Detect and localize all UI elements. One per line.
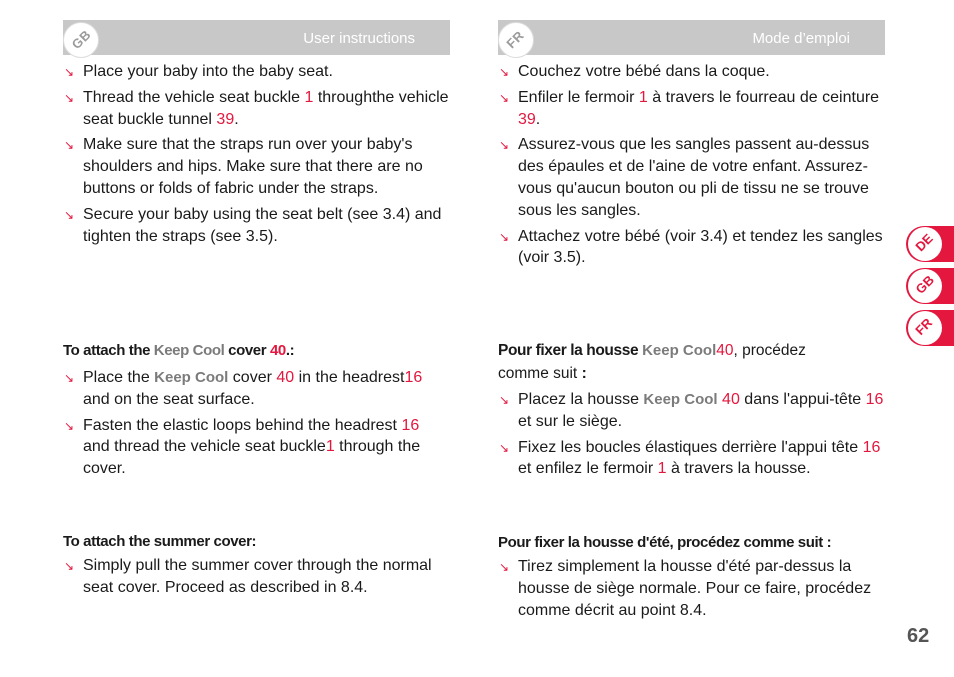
list-item	[498, 389, 885, 433]
product-name: Keep Cool	[153, 342, 225, 359]
part-number: 16	[865, 391, 884, 408]
arrow-down-right-icon: ↘	[64, 138, 75, 153]
language-tab-de[interactable]: DE	[906, 226, 954, 262]
part-number: 1	[657, 460, 667, 478]
part-number: 16	[862, 438, 881, 456]
list-item	[63, 61, 450, 83]
text-run: .:	[285, 342, 295, 359]
list-item	[63, 415, 450, 480]
steps-list-3	[63, 555, 450, 603]
arrow-down-right-icon: ↘	[64, 559, 75, 573]
list-item	[498, 556, 885, 621]
section-title: Mode d’emploi	[752, 30, 850, 47]
list-item	[63, 555, 450, 599]
list-item	[498, 61, 885, 83]
column-english	[63, 20, 450, 596]
list-item	[498, 226, 885, 270]
arrow-down-right-icon: ↘	[64, 90, 75, 105]
list-item	[63, 367, 450, 411]
section-header-fr	[498, 20, 885, 55]
text-run: à travers le fourreau de ceinture	[647, 88, 880, 106]
part-number: 1	[304, 88, 314, 106]
arrow-down-right-icon: ↘	[499, 65, 510, 79]
text-run: Secure your baby using the seat belt (see 3.4) and tighten the straps (see 3.5).	[83, 205, 442, 245]
steps-list-3	[498, 556, 885, 625]
heading-keep-cool	[63, 339, 294, 362]
arrow-down-right-icon: ↘	[64, 65, 75, 79]
text-run: .	[535, 110, 541, 128]
column-french	[498, 20, 885, 619]
arrow-down-right-icon: ↘	[64, 371, 75, 385]
text-run: through the cover.	[83, 438, 421, 478]
list-item	[63, 134, 450, 199]
text-run: Pour fixer la housse d'été, procédez comme suit :	[498, 534, 832, 551]
heading-summer-cover	[498, 531, 831, 554]
text-run: Pour fixer la housse	[498, 342, 643, 359]
text-run: :	[581, 365, 587, 382]
list-item	[63, 87, 450, 131]
text-run: et enfilez le fermoir	[518, 460, 658, 478]
steps-list-1	[498, 61, 885, 273]
text-run: Thread the vehicle seat buckle	[83, 88, 305, 106]
part-number: 1	[325, 438, 335, 456]
part-number: 40	[276, 369, 295, 386]
text-run: and thread the vehicle seat buckle	[83, 438, 326, 456]
text-run: Couchez votre bébé dans la coque.	[518, 63, 770, 80]
list-item	[498, 437, 885, 481]
page-number: 62	[907, 625, 930, 647]
text-run: Attachez votre bébé (voir 3.4) et tendez les sangles (voir 3.5).	[518, 227, 883, 267]
section-header-gb	[63, 20, 450, 55]
text-run: .	[234, 110, 239, 128]
arrow-down-right-icon: ↘	[64, 418, 75, 433]
part-number: 39	[216, 110, 235, 128]
text-run: Fixez les boucles élastiques derrière l'appui tête	[518, 438, 863, 456]
language-tab-gb[interactable]: GB	[906, 268, 954, 304]
arrow-down-right-icon: ↘	[499, 229, 510, 244]
part-number: 1	[638, 88, 648, 106]
part-number: 16	[401, 416, 420, 434]
text-run: Tirez simplement la housse d'été par-dessus la housse de siège normale. Pour ce faire, procédez comme décrit au point 8.4.	[518, 558, 872, 619]
language-tab-fr[interactable]: FR	[906, 310, 954, 346]
text-run: Place your baby into the baby seat.	[83, 63, 333, 80]
part-number: 16	[404, 369, 423, 386]
part-number: 40	[716, 342, 734, 359]
language-badge-fr: FR	[498, 22, 534, 58]
part-number: 40	[722, 391, 740, 408]
text-run: throughthe vehicle seat buckle tunnel	[83, 88, 449, 128]
text-run: Fasten the elastic loops behind the headrest	[83, 416, 402, 434]
text-run: To attach the	[63, 342, 154, 359]
text-run: , procédez comme suit	[498, 342, 806, 382]
list-item	[498, 134, 885, 221]
steps-list-2	[498, 389, 885, 484]
text-run: et sur le siège.	[518, 412, 623, 430]
list-item	[63, 204, 450, 248]
text-run: To attach the summer cover:	[63, 533, 257, 550]
arrow-down-right-icon: ↘	[499, 90, 510, 105]
arrow-down-right-icon: ↘	[499, 393, 510, 407]
text-run: Placez la housse	[518, 391, 644, 408]
text-run: Place the	[83, 369, 155, 386]
language-badge-gb: GB	[63, 22, 99, 58]
text-run: dans l'appui-tête	[739, 391, 866, 408]
arrow-down-right-icon: ↘	[499, 138, 510, 153]
text-run: in the headrest	[294, 369, 405, 386]
text-run: cover	[224, 342, 270, 359]
text-run: cover	[228, 369, 277, 386]
text-run: Enfiler le fermoir	[518, 88, 639, 106]
text-run: à travers la housse.	[666, 460, 811, 478]
steps-list-1	[63, 61, 450, 251]
text-run: Make sure that the straps run over your baby's shoulders and hips. Make sure that there are no buttons or folds of fabric under the straps.	[83, 136, 423, 197]
arrow-down-right-icon: ↘	[64, 207, 75, 222]
arrow-down-right-icon: ↘	[499, 560, 510, 574]
list-item	[498, 87, 885, 131]
heading-summer-cover	[63, 530, 256, 553]
product-name: Keep Cool	[642, 342, 717, 359]
part-number: 39	[518, 110, 536, 128]
steps-list-2	[63, 367, 450, 484]
product-name: Keep Cool	[643, 391, 718, 408]
product-name: Keep Cool	[154, 369, 229, 386]
section-title: User instructions	[303, 30, 415, 47]
text-run: Assurez-vous que les sangles passent au-dessus des épaules et de l'aine de votre enfant. Assurez-vous qu'aucun bouton ou pli de tissu ne se trouve sous les sangles.	[518, 136, 870, 219]
text-run: and on the seat surface.	[83, 390, 255, 408]
part-number: 40	[269, 342, 286, 359]
heading-keep-cool	[498, 339, 858, 385]
text-run: Simply pull the summer cover through the normal seat cover. Proceed as described in 8.4.	[83, 557, 432, 596]
arrow-down-right-icon: ↘	[499, 440, 510, 455]
